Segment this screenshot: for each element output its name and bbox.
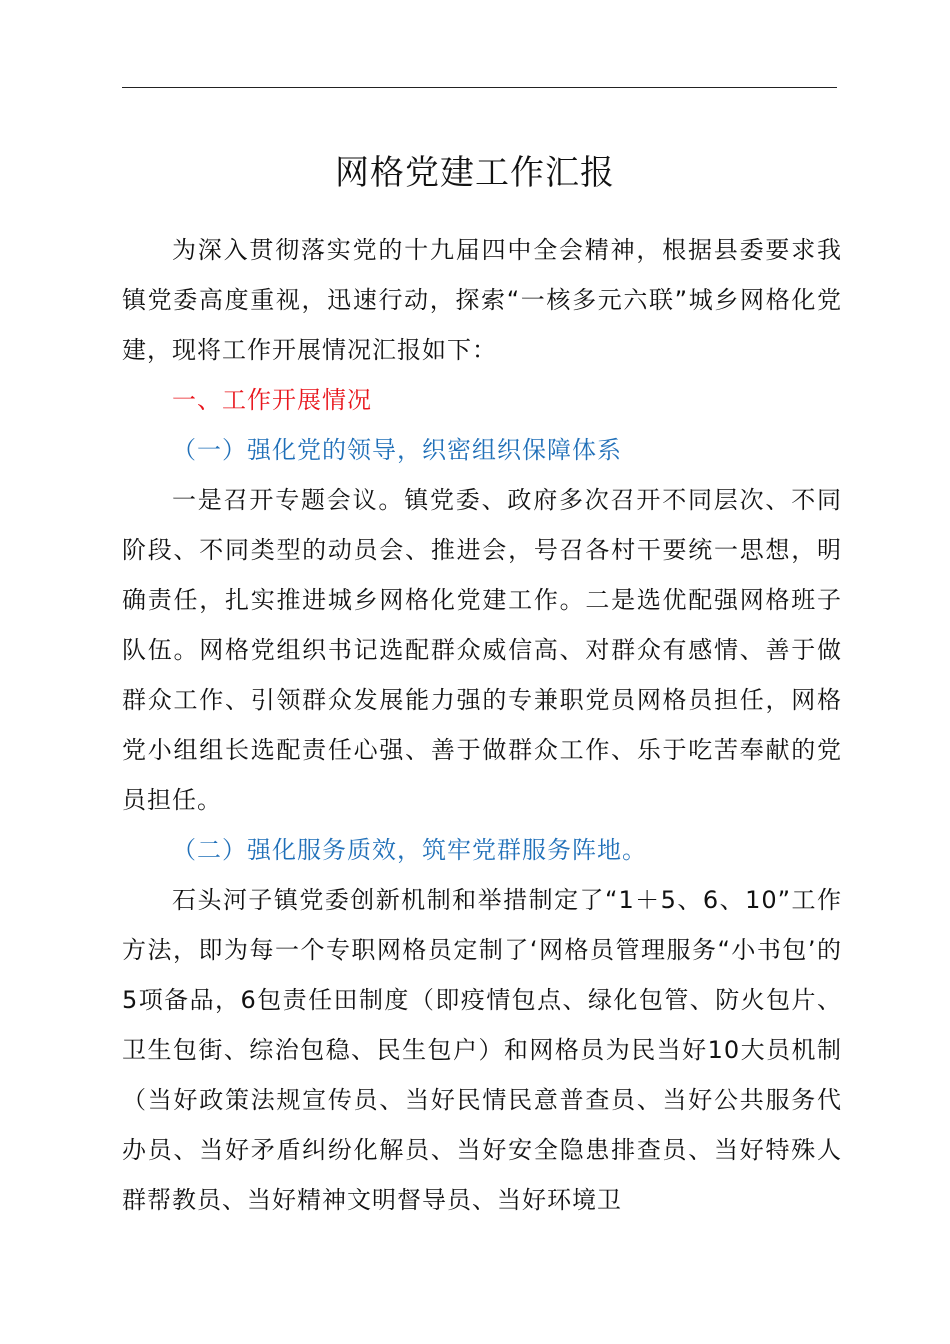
body-paragraph-2: 石头河子镇党委创新机制和举措制定了“1＋5、6、10”工作方法，即为每一个专职网格员定制了‘网格员管理服务“小书包’的5项备品，6包责任田制度（即疫情包点、绿化包管、防火包片、卫生包街、综治包稳、民生包户）和网格员为民当好10大员机制（当好政策法规宣传员、当好民情民意普查员、当好公共服务代办员、当好矛盾纠纷化解员、当好安全隐患排查员、当好特殊人群帮教员、当好精神文明督导员、当好环境卫 — [122, 886, 842, 1214]
document-title: 网格党建工作汇报 — [335, 153, 615, 193]
subsection-heading-1: （一）强化党的领导，织密组织保障体系 — [172, 436, 622, 464]
subsection-heading-2: （二）强化服务质效，筑牢党群服务阵地。 — [172, 836, 647, 864]
body-paragraph-1: 一是召开专题会议。镇党委、政府多次召开不同层次、不同阶段、不同类型的动员会、推进会，号召各村干要统一思想，明确责任，扎实推进城乡网格化党建工作。二是选优配强网格班子队伍。网格党组织书记选配群众威信高、对群众有感情、善于做群众工作、引领群众发展能力强的专兼职党员网格员担任，网格党小组组长选配责任心强、善于做群众工作、乐于吃苦奉献的党员担任。 — [122, 486, 842, 814]
section-heading-1: 一、工作开展情况 — [172, 386, 372, 414]
document-body — [122, 225, 842, 1225]
intro-paragraph: 为深入贯彻落实党的十九届四中全会精神，根据县委要求我镇党委高度重视，迅速行动，探索“一核多元六联”城乡网格化党建，现将工作开展情况汇报如下： — [122, 236, 842, 364]
header-rule — [122, 87, 837, 88]
